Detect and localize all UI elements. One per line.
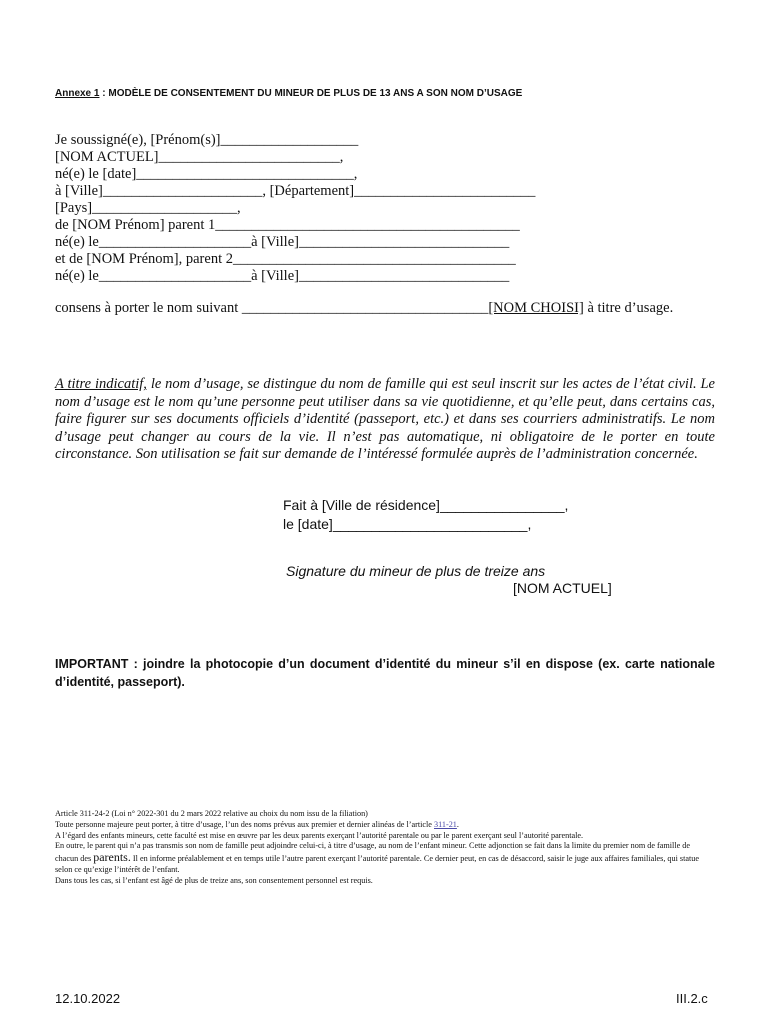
footer-code: III.2.c bbox=[676, 991, 708, 1006]
indicative-text: le nom d’usage, se distingue du nom de famille qui est seul inscrit sur les actes de l’état civil. Le nom d’usage est le nom qu’une personne peut utiliser dans sa vie quotidienne, et qu’elle peut, dans certains cas, faire figurer sur ses documents officiels d’identité (passeport, etc.) et dans ses courriers administratifs. Le nom d’usage peut changer au cours de la vie. Il n’est pas automatique, ni obligatoire de le porter en toute circonstance. Son utilisation se fait sur demande de l’intéressé formulée auprès de l’administration concernée. bbox=[55, 376, 715, 462]
article-paragraph-4: Dans tous les cas, si l’enfant est âgé de plus de treize ans, son consentement personnel est requis. bbox=[55, 875, 373, 885]
article-p1-text: Toute personne majeure peut porter, à titre d’usage, l’un des noms prévus aux premier et dernier alinéas de l’article bbox=[55, 819, 434, 829]
consent-chosen-name: [NOM CHOISI] bbox=[488, 300, 584, 316]
article-heading: Article 311-24-2 (Loi n° 2022-301 du 2 mars 2022 relative au choix du nom issu de la filiation) bbox=[55, 809, 368, 818]
form-line-parent-1: de [NOM Prénom] parent 1__________________________________________ bbox=[55, 217, 520, 233]
important-notice: IMPORTANT : joindre la photocopie d’un document d’identité du mineur s’il en dispose (ex. carte nationale d’identité, passeport). bbox=[55, 657, 715, 689]
footer-date: 12.10.2022 bbox=[55, 991, 121, 1006]
consent-prefix: consens à porter le nom suivant bbox=[55, 300, 242, 316]
annex-heading: MODÈLE DE CONSENTEMENT DU MINEUR DE PLUS DE 13 ANS A SON NOM D’USAGE bbox=[108, 88, 523, 99]
article-p3-emphasis: parents. bbox=[93, 850, 131, 865]
consent-statement bbox=[55, 300, 673, 317]
place-date-block bbox=[283, 496, 568, 534]
annex-label: Annexe 1 bbox=[55, 88, 100, 99]
article-p3-text: En outre, le parent qui n’a pas transmis son nom de famille peut adjoindre celui-ci, à titre d’usage, au nom de l’enfant mineur. Cette adjonction se fait dans la limite du premier nom de famille de chacun des bbox=[55, 841, 691, 864]
form-line-pays: [Pays]____________________, bbox=[55, 200, 241, 216]
annex-separator: : bbox=[99, 88, 109, 99]
article-p1-end: . bbox=[456, 819, 459, 829]
fait-a-line: Fait à [Ville de résidence]________________, bbox=[283, 497, 569, 513]
annex-title bbox=[55, 88, 522, 99]
fait-date-line: le [date]_________________________, bbox=[283, 516, 532, 532]
form-line-soussigne: Je soussigné(e), [Prénom(s)]___________________ bbox=[55, 132, 359, 148]
form-line-parent-2: et de [NOM Prénom], parent 2_______________________________________ bbox=[55, 251, 516, 267]
form-line-parent-2-naissance: né(e) le_____________________à [Ville]_____________________________ bbox=[55, 268, 510, 284]
form-line-ville-departement: à [Ville]______________________, [Département]_________________________ bbox=[55, 183, 536, 199]
form-line-parent-1-naissance: né(e) le_____________________à [Ville]_____________________________ bbox=[55, 234, 510, 250]
article-p3-end: Il en informe préalablement et en temps utile l’autre parent exerçant l’autorité parentale. Ce dernier peut, en cas de désaccord, saisir le juge aux affaires familiales, qui statue selon ce qu’exige l’intérêt de l’enfant. bbox=[55, 854, 700, 874]
article-paragraph-2: A l’égard des enfants mineurs, cette faculté est mise en œuvre par les deux parents exerçant l’autorité parentale ou par le parent exerçant seul l’autorité parentale. bbox=[55, 830, 584, 840]
form-line-date-naissance: né(e) le [date]______________________________, bbox=[55, 166, 358, 182]
signature-name: [NOM ACTUEL] bbox=[513, 580, 612, 596]
article-paragraph-3 bbox=[55, 841, 715, 875]
article-link-311-21[interactable]: 311-21 bbox=[434, 819, 457, 829]
indicative-lead: A titre indicatif, bbox=[55, 376, 147, 392]
legal-article bbox=[55, 809, 715, 887]
consent-blank: __________________________________ bbox=[241, 300, 489, 316]
consent-suffix: à titre d’usage. bbox=[583, 300, 674, 316]
signature-label: Signature du mineur de plus de treize ans bbox=[286, 563, 546, 579]
form-line-nom-actuel: [NOM ACTUEL]_________________________, bbox=[55, 149, 344, 165]
identity-form bbox=[55, 132, 535, 285]
indicative-paragraph bbox=[55, 376, 715, 464]
article-paragraph-1 bbox=[55, 820, 715, 831]
